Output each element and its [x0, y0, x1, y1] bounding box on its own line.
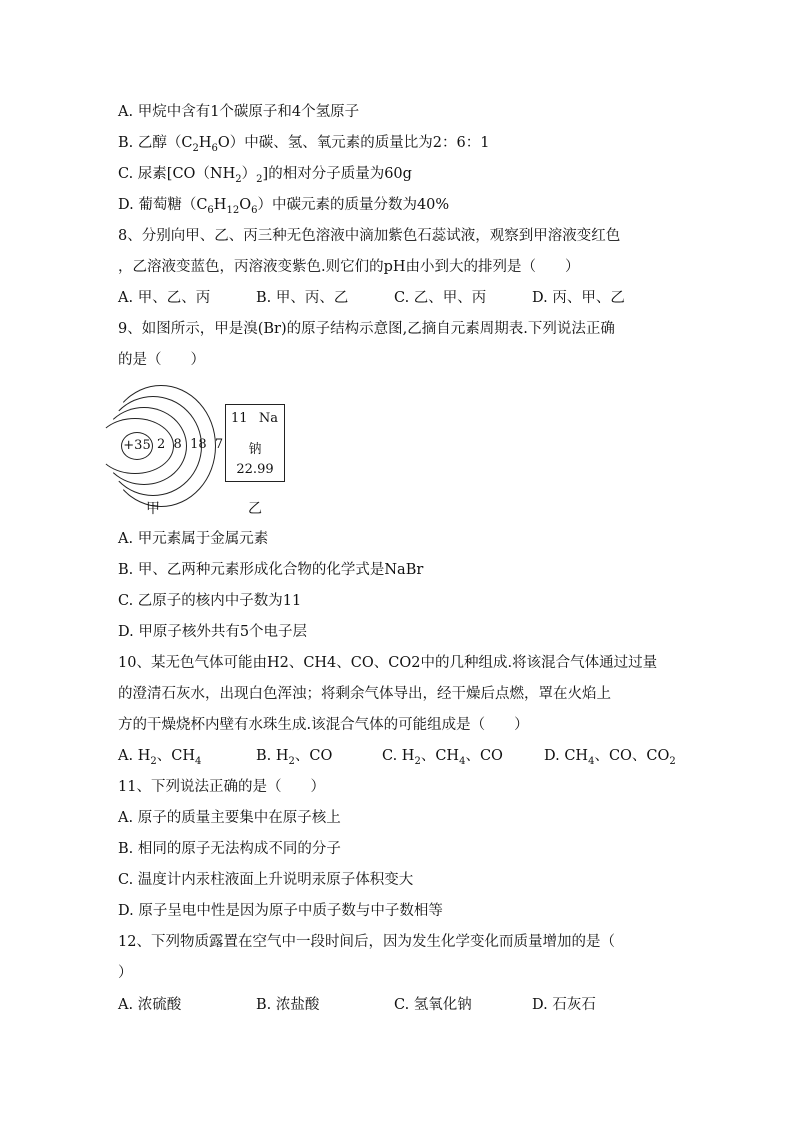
q10-options — [118, 746, 676, 766]
element-symbol: Na — [258, 411, 278, 426]
q10-stem-line1: 10、某无色气体可能由H2、CH4、CO、CO2中的几种组成.将该混合气体通过过量 — [118, 655, 658, 671]
q8-options — [118, 288, 625, 308]
q10-stem-line3: 方的干燥烧杯内壁有水珠生成.该混合气体的可能组成是（ ） — [118, 717, 529, 733]
q11-option-b: B. 相同的原子无法构成不同的分子 — [118, 841, 341, 857]
q12-option-a: A. 浓硫酸 — [118, 997, 182, 1013]
q7-option-a: A. 甲烷中含有1个碳原子和4个氢原子 — [118, 104, 360, 120]
q9-option-c: C. 乙原子的核内中子数为11 — [118, 593, 302, 609]
q11-option-a: A. 原子的质量主要集中在原子核上 — [118, 810, 341, 826]
label-yi: 乙 — [248, 501, 262, 517]
label-jia: 甲 — [146, 501, 160, 517]
q12-option-b: B. 浓盐酸 — [256, 997, 320, 1013]
q12-options — [118, 995, 596, 1015]
q7-option-c: C. 尿素$[CO(NH_2)_2]$的相对分子质量为60g — [118, 166, 412, 185]
q10-stem-line2: 的澄清石灰水，出现白色浑浊；将剩余气体导出，经干燥后点燃，罩在火焰上 — [118, 686, 611, 702]
q8-stem-line2: ，乙溶液变蓝色，丙溶液变紫色.则它们的pH由小到大的排列是（ ） — [118, 259, 580, 275]
q11-option-d: D. 原子呈电中性是因为原子中质子数与中子数相等 — [118, 903, 443, 919]
q8-option-d: D. 丙、甲、乙 — [532, 290, 625, 306]
q8-option-b: B. 甲、丙、乙 — [256, 290, 349, 306]
q9-stem-line1: 9、如图所示，甲是溴(Br)的原子结构示意图,乙摘自元素周期表.下列说法正确 — [118, 321, 615, 337]
q10-option-b: B. $H_2$、CO — [256, 748, 333, 767]
electron-counts: 2 8 18 7 — [157, 437, 224, 452]
q12-option-c: C. 氢氧化钠 — [394, 997, 472, 1013]
periodic-table-cell — [225, 404, 285, 482]
q12-option-d: D. 石灰石 — [532, 997, 596, 1013]
q11-option-c: C. 温度计内汞柱液面上升说明汞原子体积变大 — [118, 872, 414, 888]
q8-option-a: A. 甲、乙、丙 — [118, 290, 211, 306]
q12-stem-line2: ） — [118, 965, 133, 981]
q9-stem-line2: 的是（ ） — [118, 352, 205, 368]
q7-option-d: D. 葡萄糖$(C_6H_{12}O_6)$中碳元素的质量分数为40% — [118, 197, 450, 216]
q8-stem-line1: 8、分别向甲、乙、丙三种无色溶液中滴加紫色石蕊试液，观察到甲溶液变红色 — [118, 228, 621, 244]
atomic-number: 11 — [231, 411, 248, 426]
q7-option-b: B. 乙醇$(C_2H_6O)$中碳、氢、氧元素的质量比为2：6：1 — [118, 135, 490, 154]
q12-stem-line1: 12、下列物质露置在空气中一段时间后，因为发生化学变化而质量增加的是（ — [118, 934, 615, 950]
atomic-mass: 22.99 — [236, 462, 274, 477]
q9-option-d: D. 甲原子核外共有5个电子层 — [118, 624, 308, 640]
q9-option-b: B. 甲、乙两种元素形成化合物的化学式是NaBr — [118, 562, 424, 578]
q10-option-a: A. $H_2$、$CH_4$ — [118, 748, 202, 767]
q10-option-d: D. $CH_4$、CO、$CO_2$ — [544, 748, 676, 767]
element-name: 钠 — [248, 442, 262, 457]
q9-option-a: A. 甲元素属于金属元素 — [118, 531, 269, 547]
q10-option-c: C. $H_2$、$CH_4$、CO — [382, 748, 503, 767]
q11-stem: 11、下列说法正确的是（ ） — [118, 779, 325, 795]
q8-option-c: C. 乙、甲、丙 — [394, 290, 487, 306]
nucleus: +35 — [121, 432, 153, 460]
